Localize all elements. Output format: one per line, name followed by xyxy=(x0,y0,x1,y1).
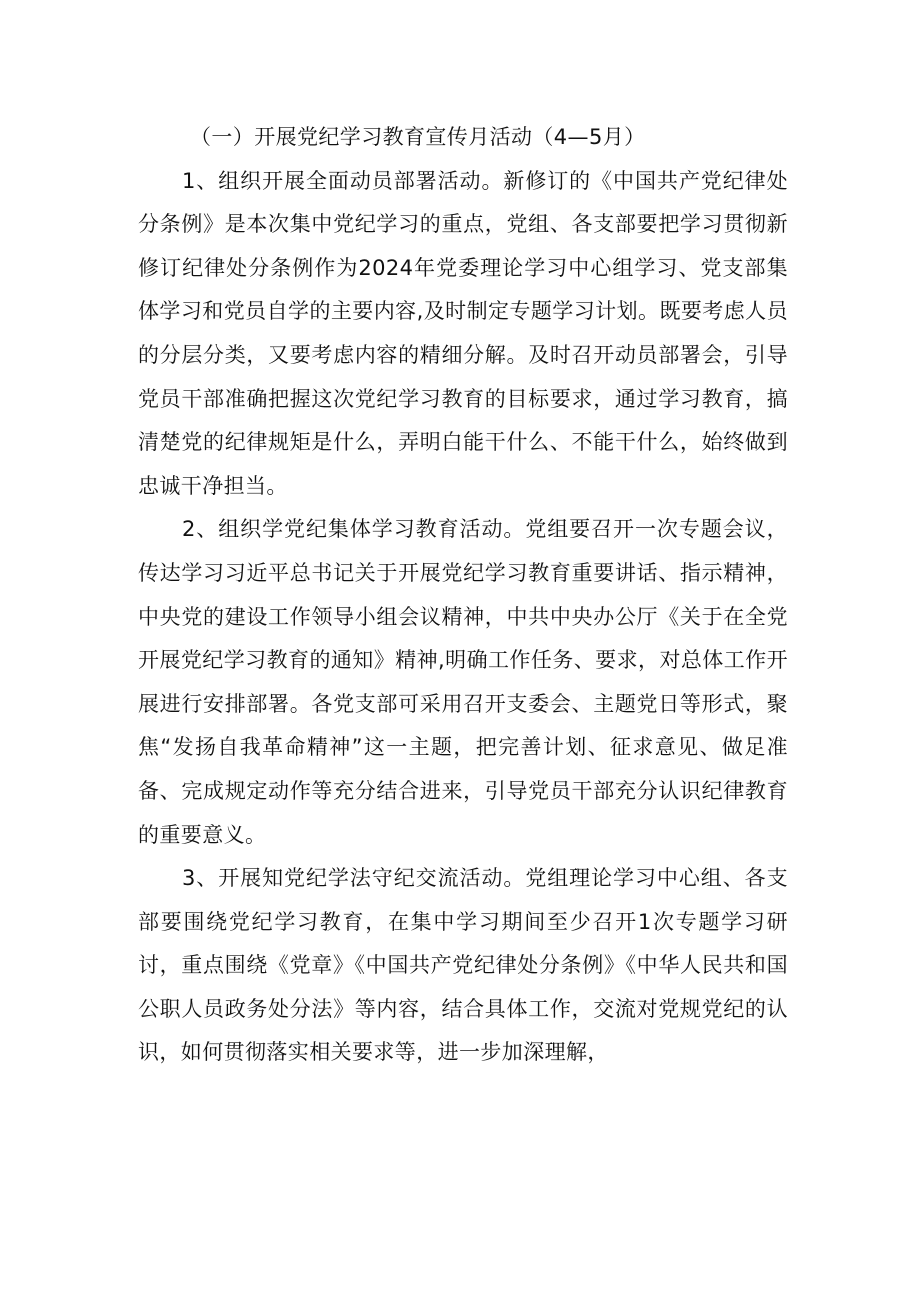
document-body xyxy=(138,116,788,1075)
section-heading: （一）开展党纪学习教育宣传月活动（4—5月） xyxy=(190,125,646,149)
paragraph-2: 2、组织学党纪集体学习教育活动。党组要召开一次专题会议，传达学习习近平总书记关于开展党纪学习教育重要讲话、指示精神，中央党的建设工作领导小组会议精神，中共中央办公厅《关于在全党开展党纪学习教育的通知》精神,明确工作任务、要求，对总体工作开展进行安排部署。各党支部可采用召开支委会、主题党日等形式，聚焦“发扬自我革命精神”这一主题，把完善计划、征求意见、做足准备、完成规定动作等充分结合进来，引导党员干部充分认识纪律教育的重要意义。 xyxy=(138,517,788,847)
paragraph-3: 3、开展知党纪学法守纪交流活动。党组理论学习中心组、各支部要围绕党纪学习教育，在集中学习期间至少召开1次专题学习研讨，重点围绕《党章》《中国共产党纪律处分条例》《中华人民共和国公职人员政务处分法》等内容，结合具体工作，交流对党规党纪的认识，如何贯彻落实相关要求等，进一步加深理解， xyxy=(138,866,788,1065)
paragraph-1: 1、组织开展全面动员部署活动。新修订的《中国共产党纪律处分条例》是本次集中党纪学习的重点，党组、各支部要把学习贯彻新修订纪律处分条例作为2024年党委理论学习中心组学习、党支部集体学习和党员自学的主要内容,及时制定专题学习计划。既要考虑人员的分层分类，又要考虑内容的精细分解。及时召开动员部署会，引导党员干部准确把握这次党纪学习教育的目标要求，通过学习教育，搞清楚党的纪律规矩是什么，弄明白能干什么、不能干什么，始终做到忠诚干净担当。 xyxy=(138,168,788,498)
